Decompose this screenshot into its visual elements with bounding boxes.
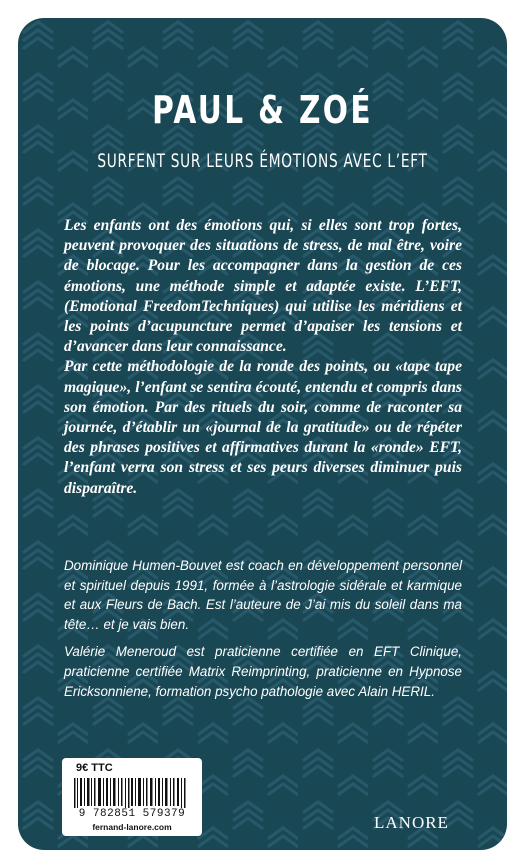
author-bio: Valérie Meneroud est praticienne certifiée en EFT Clinique, praticienne certifiée Matrix Reimprinting, praticienne en Hypnose Ericksonniene, formation psycho pathologie avec Alain HERIL. bbox=[64, 644, 462, 699]
publisher-website: fernand-lanore.com bbox=[92, 822, 172, 832]
price: 9€ TTC bbox=[76, 762, 113, 774]
book-title: PAUL & ZOÉ bbox=[152, 88, 373, 132]
publisher-logo: LANORE bbox=[374, 813, 449, 832]
author-bios bbox=[64, 556, 462, 709]
book-description bbox=[64, 216, 462, 499]
isbn-number: 9 782851 579379 bbox=[68, 808, 196, 820]
description-paragraph: Les enfants ont des émotions qui, si elles sont trop fortes, peuvent provoquer des situations de stress, de mal être, voire de blocage. Pour les accompagner dans la gestion de ces émotions, une méthode simple et adaptée existe. L’EFT, (Emotional FreedomTechniques) qui utilise les méridiens et les points d’acupuncture permet d’apaiser les tensions et d’avancer dans leur connaissance. bbox=[64, 217, 462, 356]
barcode-icon bbox=[72, 778, 192, 810]
book-subtitle: SURFENT SUR LEURS ÉMOTIONS AVEC L’EFT bbox=[97, 150, 428, 172]
barcode-label bbox=[62, 758, 202, 836]
back-cover bbox=[18, 18, 507, 850]
description-paragraph: Par cette méthodologie de la ronde des points, ou «tape tape magique», l’enfant se sentira écouté, entendu et compris dans son émotion. Par des rituels du soir, comme de raconter sa journée, d’établir un «journal de la gratitude» ou de répéter des phrases positives et affirmatives durant la «ronde» EFT, l’enfant verra son stress et ses peurs diverses diminuer puis disparaître. bbox=[64, 358, 462, 497]
author-bio: Dominique Humen-Bouvet est coach en développement personnel et spirituel depuis 1991, formée à l’astrologie sidérale et karmique et aux Fleurs de Bach. Est l’auteure de J’ai mis du soleil dans ma tête… et je vais bien. bbox=[64, 558, 462, 632]
